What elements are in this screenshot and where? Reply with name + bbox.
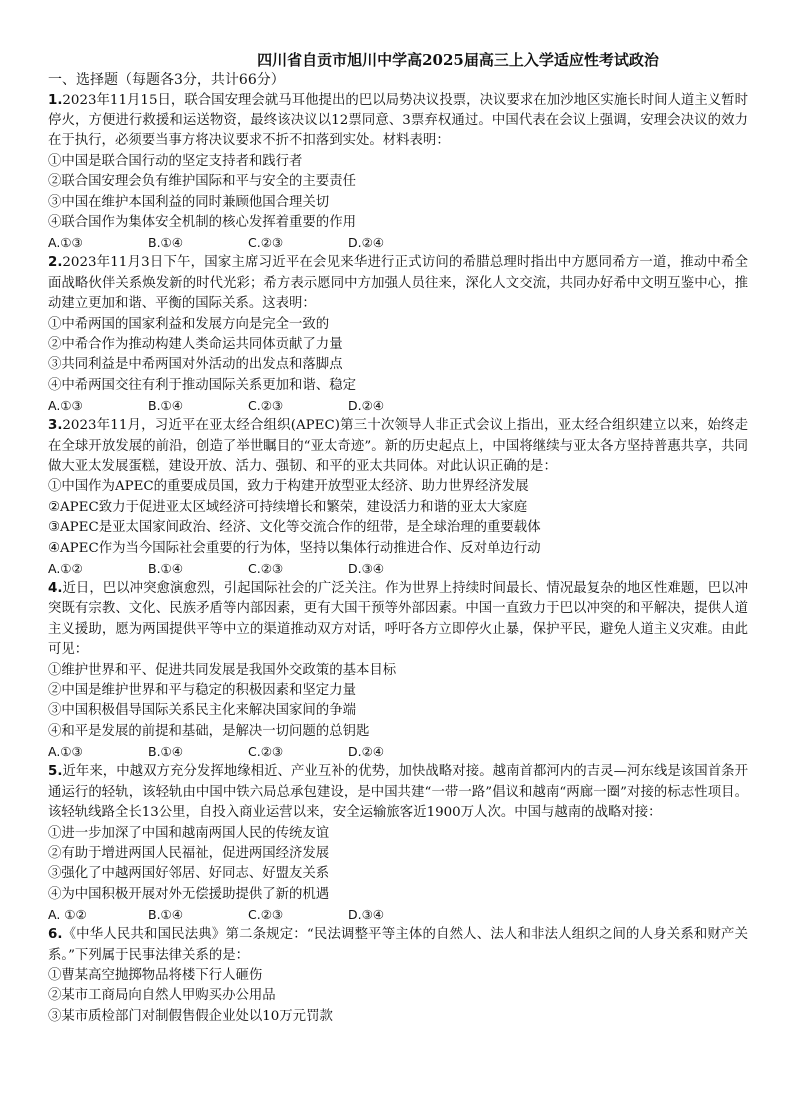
question-6: [48, 925, 748, 1027]
answer-option: A.①③: [48, 744, 83, 760]
statement-item: ③中国在维护本国利益的同时兼顾他国合理关切: [48, 194, 330, 210]
question-stem: [48, 416, 748, 477]
question-stem: [48, 253, 748, 314]
question-stem: [48, 91, 748, 152]
statement-item: ③中国积极倡导国际关系民主化来解决国家间的争端: [48, 703, 356, 719]
question-number: 3.: [48, 418, 63, 434]
answer-options: [48, 233, 748, 253]
answer-option: A.①③: [48, 398, 83, 414]
answer-option: C.②③: [248, 398, 284, 414]
answer-option: D.②④: [348, 744, 385, 760]
answer-options: [48, 742, 748, 762]
statement-item: ①中国是联合国行动的坚定支持者和践行者: [48, 153, 303, 169]
answer-option: A.①③: [48, 235, 83, 251]
question-1: [48, 91, 748, 254]
statement-item: ④为中国积极开展对外无偿援助提供了新的机遇: [48, 886, 330, 902]
answer-option: B.①④: [148, 398, 183, 414]
answer-option: A. ①②: [48, 907, 87, 923]
statement-item: ③共同利益是中希两国对外活动的出发点和落脚点: [48, 357, 343, 373]
statement-item: ④联合国作为集体安全机制的核心发挥着重要的作用: [48, 214, 356, 230]
question-4: [48, 579, 748, 762]
answer-option: B.①④: [148, 235, 183, 251]
question-text: 近日，巴以冲突愈演愈烈，引起国际社会的广泛关注。作为世界上持续时间最长、情况最复杂的地区性难题，巴以冲突既有宗教、文化、民族矛盾等内部因素，更有大国干预等外部因素。中国一直致力于巴以冲突的和平解决，提供人道主义援助，愿为两国提供平等中立的渠道推动双方对话，呼吁各方立即停火止暴，保护平民，避免人道主义灾难。由此可见：: [48, 581, 748, 658]
question-text: 近年来，中越双方充分发挥地缘相近、产业互补的优势，加快战略对接。越南首都河内的吉灵—河东线是该国首条开通运行的轻轨，该轻轨由中国中铁六局总承包建设，是中国共建“一带一路”倡议和越南“两廊一圈”对接的标志性项目。该轻轨线路全长13公里，自投入商业运营以来，安全运输旅客近1900万人次。中国与越南的战略对接：: [48, 764, 748, 821]
statement-item: ③某市质检部门对制假售假企业处以10万元罚款: [48, 1008, 333, 1024]
statement-item: ③强化了中越两国好邻居、好同志、好盟友关系: [48, 866, 330, 882]
answer-option: D.③④: [348, 907, 385, 923]
answer-option: C.②③: [248, 561, 284, 577]
exam-page: [48, 50, 748, 1027]
statement-item: ①中希两国的国家利益和发展方向是完全一致的: [48, 316, 330, 332]
answer-option: D.②④: [348, 235, 385, 251]
question-5: [48, 762, 748, 925]
question-stem: [48, 925, 748, 966]
question-number: 4.: [48, 581, 63, 597]
statement-item: ②联合国安理会负有维护国际和平与安全的主要责任: [48, 174, 356, 190]
answer-option: C.②③: [248, 744, 284, 760]
statement-item: ①中国作为APEC的重要成员国，致力于构建开放型亚太经济、助力世界经济发展: [48, 479, 529, 495]
answer-option: C.②③: [248, 235, 284, 251]
answer-options: [48, 396, 748, 416]
statement-item: ①进一步加深了中国和越南两国人民的传统友谊: [48, 825, 330, 841]
statement-item: ①曹某高空抛掷物品将楼下行人砸伤: [48, 967, 263, 983]
section-heading: 一、选择题（每题各3分，共计66分）: [48, 72, 285, 88]
question-list: [48, 91, 748, 1028]
answer-options: [48, 559, 748, 579]
answer-option: B.①④: [148, 744, 183, 760]
question-text: 2023年11月3日下午，国家主席习近平在会见来华进行正式访问的希腊总理时指出中方愿同希方一道，推动中希全面战略伙伴关系焕发新的时代光彩；希方表示愿同中方加强人员往来，深化人文交流，共同办好希中文明互鉴中心，推动建立更加和谐、平衡的国际关系。这表明：: [48, 255, 748, 312]
statement-item: ②APEC致力于促进亚太区域经济可持续增长和繁荣，建设活力和谐的亚太大家庭: [48, 499, 528, 515]
answer-options: [48, 905, 748, 925]
statement-item: ②中国是维护世界和平与稳定的积极因素和坚定力量: [48, 683, 356, 699]
question-text: 2023年11月，习近平在亚太经合组织(APEC)第三十次领导人非正式会议上指出，亚太经合组织建立以来，始终走在全球开放发展的前沿，创造了举世瞩目的“亚太奇迹”。新的历史起点上，中国将继续与亚太各方坚持普惠共享，共同做大亚太发展蛋糕，建设开放、活力、强韧、和平的亚太共同体。对此认识正确的是：: [48, 418, 748, 474]
question-2: [48, 253, 748, 416]
statement-item: ②有助于增进两国人民福祉，促进两国经济发展: [48, 845, 330, 861]
question-number: 2.: [48, 255, 63, 271]
statement-item: ④中希两国交往有利于推动国际关系更加和谐、稳定: [48, 377, 356, 393]
answer-option: D.②④: [348, 398, 385, 414]
statement-item: ②中希合作为推动构建人类命运共同体贡献了力量: [48, 336, 343, 352]
question-number: 5.: [48, 764, 63, 780]
answer-option: A.①②: [48, 561, 83, 577]
question-text: 《中华人民共和国民法典》第二条规定：“民法调整平等主体的自然人、法人和非法人组织之间的人身关系和财产关系。”下列属于民事法律关系的是：: [48, 927, 748, 963]
statement-item: ③APEC是亚太国家间政治、经济、文化等交流合作的纽带，是全球治理的重要载体: [48, 520, 541, 536]
statement-item: ②某市工商局向自然人甲购买办公用品: [48, 988, 276, 1004]
statement-item: ①维护世界和平、促进共同发展是我国外交政策的基本目标: [48, 662, 397, 678]
question-text: 2023年11月15日，联合国安理会就马耳他提出的巴以局势决议投票，决议要求在加沙地区实施长时间人道主义暂时停火，方便进行救援和运送物资，最终该决议以12票同意、3票弃权通过。中国代表在会议上强调，安理会决议的效力在于执行，必须要当事方将决议要求不折不扣落到实处。材料表明：: [48, 92, 748, 149]
answer-option: D.③④: [348, 561, 385, 577]
statement-item: ④APEC作为当今国际社会重要的行为体，坚持以集体行动推进合作、反对单边行动: [48, 540, 541, 556]
answer-option: B.①④: [148, 907, 183, 923]
question-stem: [48, 579, 748, 661]
page-title: 四川省自贡市旭川中学高2025届高三上入学适应性考试政治: [257, 51, 659, 69]
question-number: 1.: [48, 92, 63, 108]
answer-option: B.①④: [148, 561, 183, 577]
question-number: 6.: [48, 927, 63, 943]
question-stem: [48, 762, 748, 823]
answer-option: C.②③: [248, 907, 284, 923]
statement-item: ④和平是发展的前提和基础，是解决一切问题的总钥匙: [48, 723, 370, 739]
question-3: [48, 416, 748, 579]
